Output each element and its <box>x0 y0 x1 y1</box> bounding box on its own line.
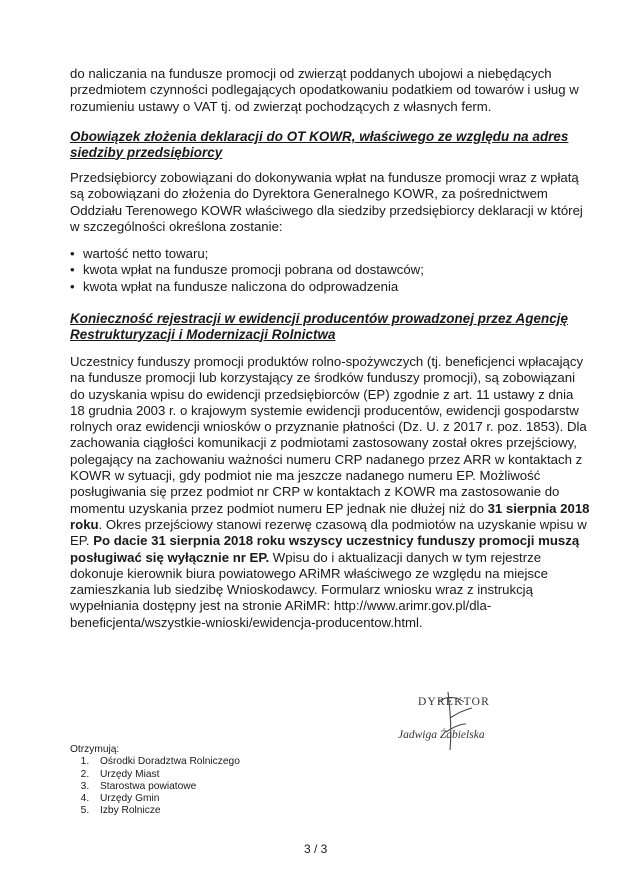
signatory-title: DYREKTOR <box>418 696 491 708</box>
signature-block <box>390 688 540 758</box>
bullet-item: • kwota wpłat na fundusze promocji pobrana od dostawców; <box>70 262 590 278</box>
recipient-item: 5. Izby Rolnicze <box>92 805 370 817</box>
intro-paragraph: do naliczania na fundusze promocji od zwierząt poddanych ubojowi a niebędących przedmiotem czynności podlegających opodatkowaniu podatkiem od towarów i usług w rozumieniu ustawy o VAT tj. od zwierząt pochodzących z własnych ferm. <box>70 66 579 114</box>
recipient-item: 1. Ośrodki Doradztwa Rolniczego <box>92 756 370 768</box>
recipient-item: 3. Starostwa powiatowe <box>92 781 370 793</box>
signatory-name: Jadwiga Żabielska <box>398 729 485 741</box>
recipients-block <box>70 744 370 818</box>
section2-heading: Konieczność rejestracji w ewidencji producentów prowadzonej przez Agencję Restrukturyzacji i Modernizacji Rolnictwa <box>70 311 568 342</box>
page-number: 3 / 3 <box>304 842 328 856</box>
section2-body-part3: Wpisu do i aktualizacji danych w tym rejestrze dokonuje kierownik biura powiatowego ARiMR właściwego ze względu na miejsce zamieszkania lub siedzibę Wnioskodawcy. Formularz wniosku wraz z instrukcją wypełniania dostępny jest na stronie ARiMR: http://www.arimr.gov.pl/dla-beneficjenta/wszystkie-wnioski/ewidencja-producentow.html. <box>70 549 548 630</box>
bullet-item: • kwota wpłat na fundusze naliczona do odprowadzenia <box>70 279 590 295</box>
section2-body <box>70 354 590 631</box>
ep-requirement-notice: Po dacie 31 sierpnia 2018 roku wszyscy uczestnicy funduszy promocji muszą posługiwać się wyłącznie nr EP. <box>70 533 580 565</box>
recipient-item: 4. Urzędy Gmin <box>92 793 370 805</box>
recipients-list <box>70 756 370 817</box>
bullet-item: • wartość netto towaru; <box>70 246 590 262</box>
section1-body: Przedsiębiorcy zobowiązani do dokonywania wpłat na fundusze promocji wraz z wpłatą są zobowiązani do złożenia do Dyrektora Generalnego KOWR, za pośrednictwem Oddziału Terenowego KOWR właściwego dla siedziby przedsiębiorcy deklaracji w której w szczególności określona zostanie: <box>70 170 583 234</box>
section2-body-part1: Uczestnicy funduszy promocji produktów rolno-spożywczych (tj. beneficjenci wpłacający na fundusze promocji lub korzystający ze środków funduszy promocji), są zobowiązani do uzyskania wpisu do ewidencji przedsiębiorców (EP) zgodnie z art. 11 ustawy z dnia 18 grudnia 2003 r. o krajowym systemie ewidencji producentów, ewidencji gospodarstw rolnych oraz ewidencji wniosków o przyznanie płatności (Dz. U. z 2017 r. poz. 1853). Dla zachowania ciągłości komunikacji z podmiotami zastosowany został okres przejściowy, polegający na zachowaniu ważności numeru CRP nadanego przez ARR w kontaktach z KOWR w sytuacji, gdy podmiot nie ma jeszcze nadanego numeru EP. Możliwość posługiwania się przez podmiot nr CRP w kontaktach z KOWR ma zastosowanie do momentu uzyskania przez podmiot numeru EP jednak nie dłużej niż do <box>70 354 587 516</box>
section1-bullet-list <box>70 246 590 295</box>
recipients-label: Otrzymują: <box>70 744 120 755</box>
section2-body-part2: . Okres przejściowy stanowi rezerwę czasową dla podmiotów na uzyskanie wpisu w EP. <box>70 516 587 549</box>
section1-heading: Obowiązek złożenia deklaracji do OT KOWR, właściwego ze względu na adres siedziby przedsiębiorcy <box>70 129 569 160</box>
deadline-date: 31 sierpnia 2018 roku <box>70 500 590 532</box>
recipient-item: 2. Urzędy Miast <box>92 769 370 781</box>
